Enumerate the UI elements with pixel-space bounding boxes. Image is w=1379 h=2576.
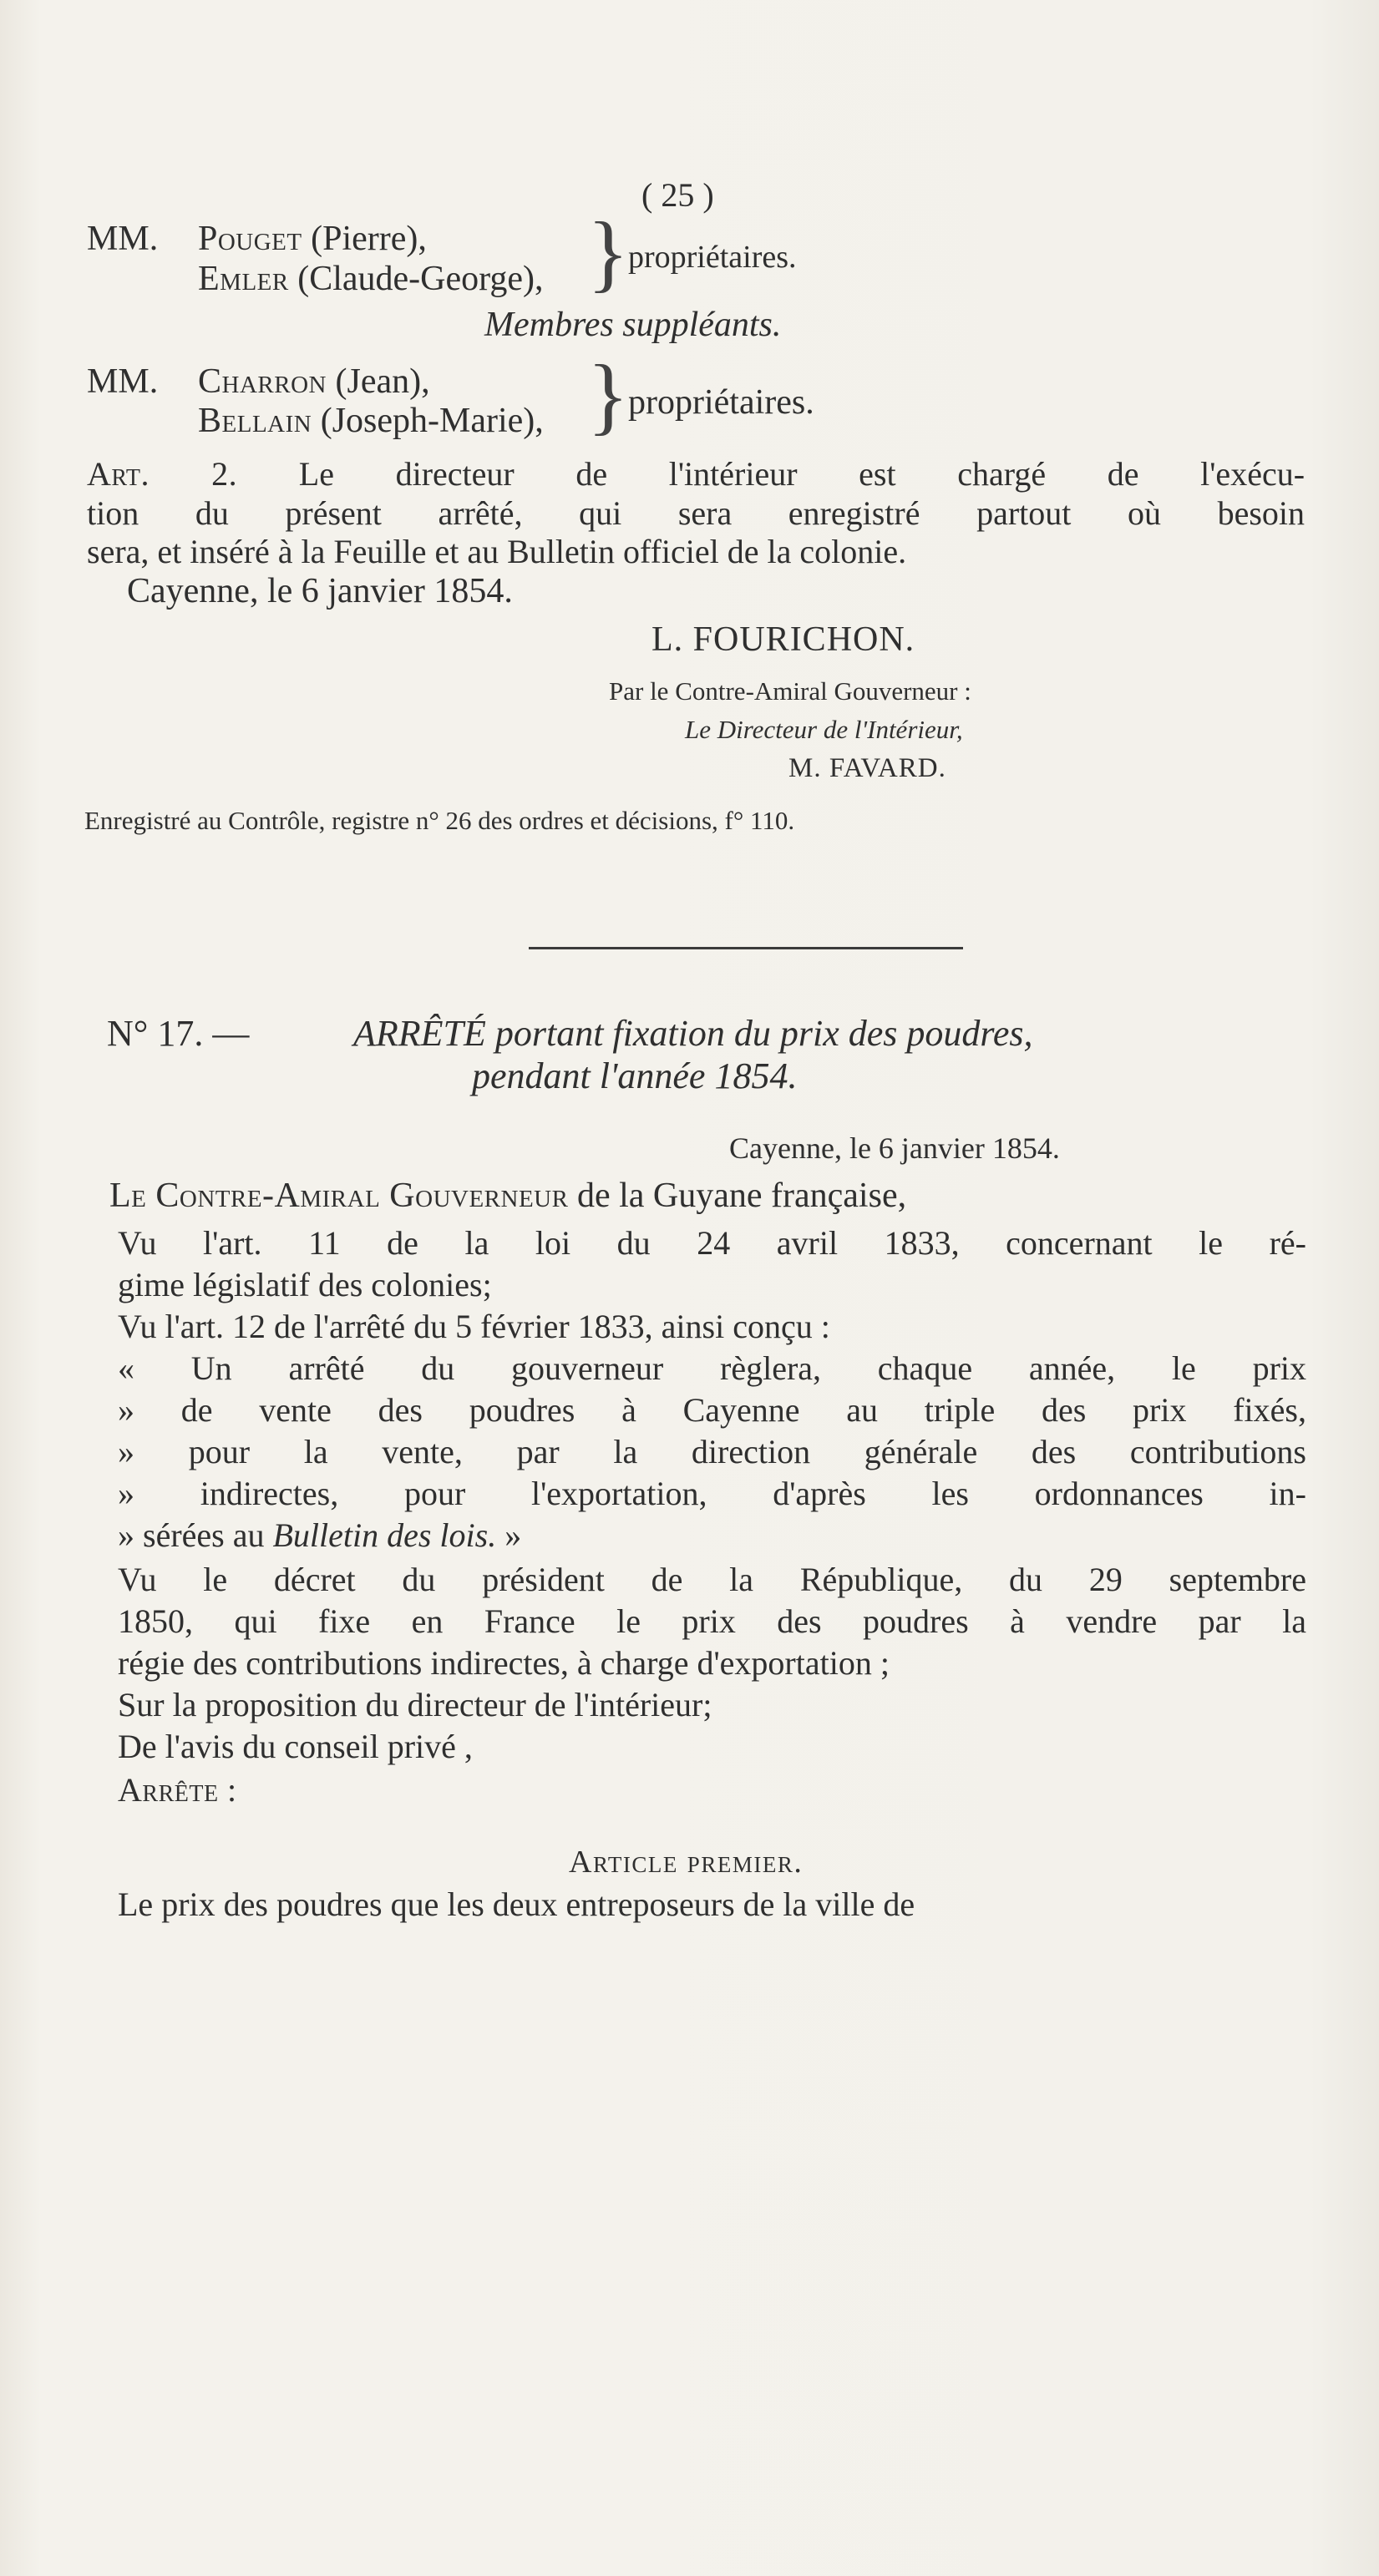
- bulletin-title: Bulletin des lois.: [272, 1516, 497, 1554]
- article-label: Art. 2.: [87, 455, 238, 493]
- member-role: propriétaires.: [628, 383, 814, 422]
- governor-caps: Le Contre-Amiral Gouverneur: [109, 1177, 569, 1215]
- brace-glyph: }: [587, 205, 629, 301]
- member-surname: Charron: [198, 362, 327, 401]
- article-2-first-line: [87, 454, 1305, 493]
- body-line: 1850, qui fixe en France le prix des poudres à vendre par la: [118, 1602, 1306, 1640]
- body-text: » sérées au: [118, 1516, 273, 1554]
- separator-rule: [529, 947, 963, 949]
- arrete-title-line: pendant l'année 1854.: [472, 1055, 798, 1096]
- arrete-number: N° 17. —: [107, 1013, 250, 1054]
- signature: L. FOURICHON.: [651, 620, 915, 659]
- governor-rest: de la Guyane française,: [568, 1177, 907, 1215]
- directeur-name: M. FAVARD.: [788, 753, 946, 783]
- body-line: gime législatif des colonies;: [118, 1266, 492, 1303]
- member-name-line: [198, 362, 430, 402]
- page-number: ( 25 ): [641, 176, 714, 214]
- member-surname: Pouget: [198, 220, 302, 258]
- section-heading: Membres suppléants.: [484, 306, 782, 344]
- member-name-line: [198, 401, 544, 441]
- member-given: (Pierre),: [302, 220, 427, 258]
- body-line: Vu le décret du président de la République, du 29 septembre: [118, 1561, 1306, 1598]
- mm-label: MM.: [87, 220, 159, 258]
- article-text-line: tion du présent arrêté, qui sera enregistré partout où besoin: [87, 494, 1305, 532]
- member-given: (Claude-George),: [288, 260, 544, 298]
- date-line: Cayenne, le 6 janvier 1854.: [127, 572, 513, 610]
- par-le-line: Par le Contre-Amiral Gouverneur :: [609, 676, 971, 706]
- body-line: Sur la proposition du directeur de l'intérieur;: [118, 1686, 712, 1723]
- body-line: Le prix des poudres que les deux entreposeurs de la ville de: [118, 1885, 915, 1923]
- member-given: (Joseph-Marie),: [312, 402, 544, 440]
- body-line: » indirectes, pour l'exportation, d'après les ordonnances in-: [118, 1475, 1306, 1512]
- directeur-title: Le Directeur de l'Intérieur,: [685, 715, 963, 744]
- governor-line: [109, 1176, 906, 1216]
- body-line: « Un arrêté du gouverneur règlera, chaque année, le prix: [118, 1349, 1306, 1387]
- brace-glyph: }: [587, 347, 629, 443]
- body-line: » de vente des poudres à Cayenne au triple des prix fixés,: [118, 1391, 1306, 1429]
- body-line: » pour la vente, par la direction générale des contributions: [118, 1433, 1306, 1470]
- mm-label: MM.: [87, 362, 159, 401]
- arrete-title-line: ARRÊTÉ portant fixation du prix des poudres,: [353, 1013, 1033, 1054]
- arrete-date-line: Cayenne, le 6 janvier 1854.: [729, 1131, 1060, 1165]
- member-name-line: [198, 259, 544, 299]
- body-line: régie des contributions indirectes, à charge d'exportation ;: [118, 1644, 890, 1682]
- member-given: (Jean),: [326, 362, 430, 401]
- registration-note: Enregistré au Contrôle, registre n° 26 des ordres et décisions, f° 110.: [84, 806, 795, 835]
- arrete-label: Arrête :: [118, 1771, 237, 1809]
- article-text: Le directeur de l'intérieur est chargé de l'exécu-: [298, 455, 1305, 493]
- body-line: De l'avis du conseil privé ,: [118, 1728, 473, 1765]
- member-name-line: [198, 219, 427, 259]
- body-line: [118, 1516, 521, 1555]
- body-line: Vu l'art. 12 de l'arrêté du 5 février 1833, ainsi conçu :: [118, 1308, 830, 1345]
- member-surname: Emler: [198, 260, 289, 298]
- article-text-line: sera, et inséré à la Feuille et au Bulletin officiel de la colonie.: [87, 533, 907, 570]
- quote-close: »: [496, 1516, 522, 1554]
- member-role: propriétaires.: [628, 240, 797, 275]
- member-surname: Bellain: [198, 402, 312, 440]
- body-line: Vu l'art. 11 de la loi du 24 avril 1833, concernant le ré-: [118, 1224, 1306, 1262]
- article-premier-heading: Article premier.: [569, 1845, 804, 1880]
